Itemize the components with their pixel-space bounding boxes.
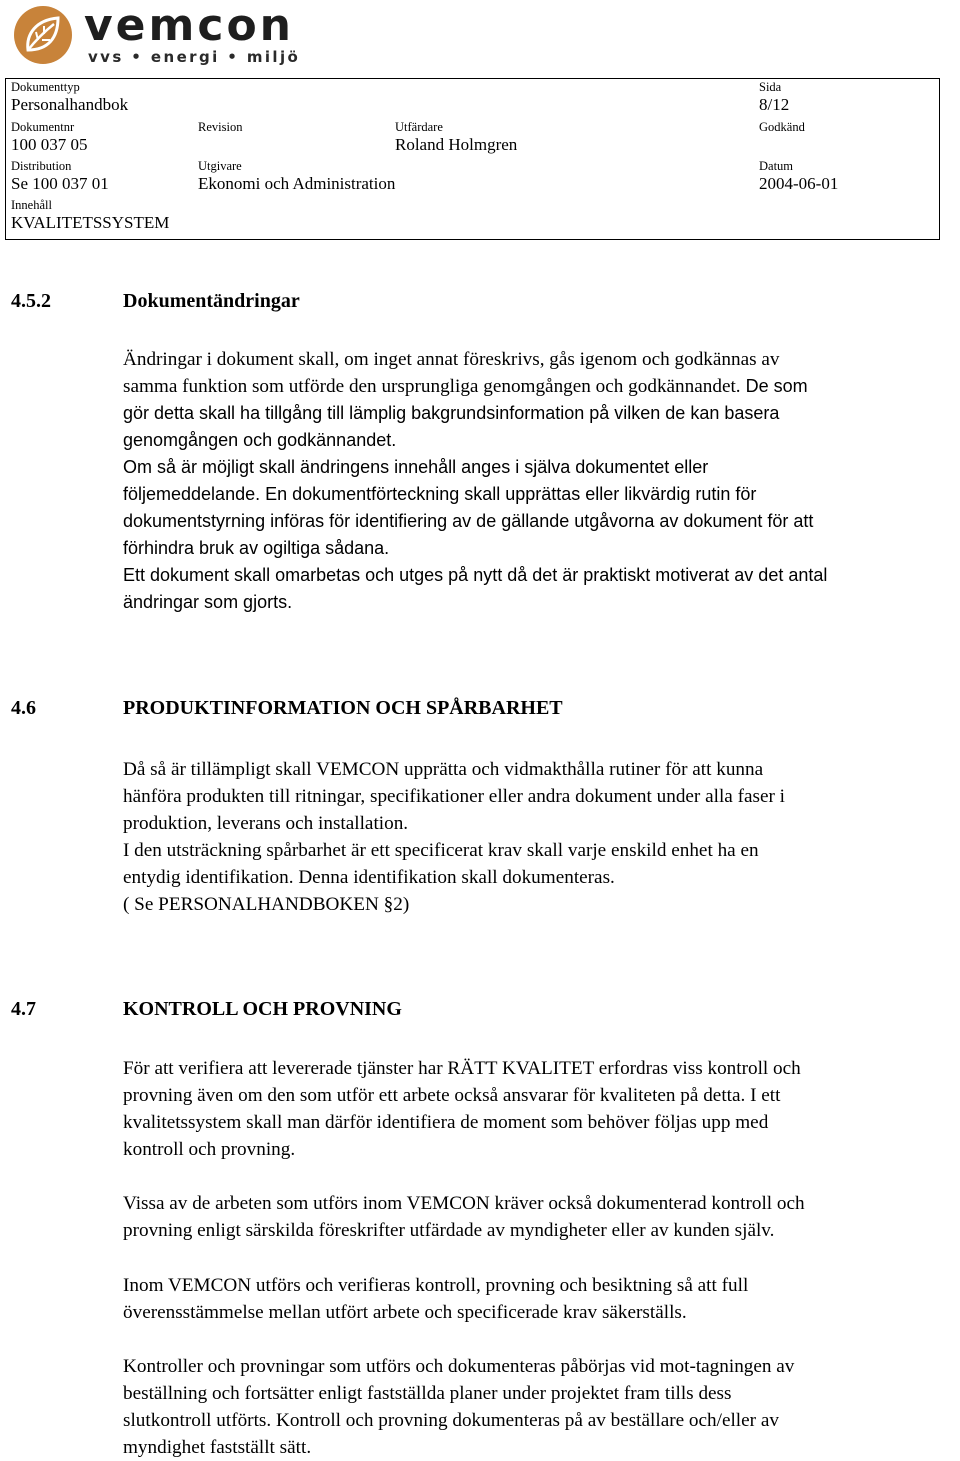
content-value: KVALITETSSYSTEM: [11, 213, 170, 232]
section-title: PRODUKTINFORMATION OCH SPÅRBARHET: [123, 697, 563, 719]
text-line: produktion, leverans och installation.: [123, 813, 409, 834]
text-line: I den utsträckning spårbarhet är ett specificerat krav skall varje enskild enhet ha en: [123, 840, 759, 861]
section-title: Dokumentändringar: [123, 290, 300, 312]
date-value: 2004-06-01: [759, 174, 839, 193]
text-line: gör detta skall ha tillgång till lämplig bakgrundsinformation på vilken de kan basera: [123, 403, 780, 423]
text-line: kontroll och provning.: [123, 1139, 296, 1160]
paragraph: [123, 1190, 958, 1244]
paragraph: [123, 1055, 958, 1163]
text-line: Kontroller och provningar som utförs och dokumenteras påbörjas vid mot-tagningen av: [123, 1356, 795, 1377]
text-line: förhindra bruk av ogiltiga sådana.: [123, 538, 390, 558]
doc-nr-cell: [11, 120, 88, 155]
section-number: 4.5.2: [11, 290, 51, 312]
text-line: Inom VEMCON utförs och verifieras kontroll, provning och besiktning så att full: [123, 1275, 749, 1296]
text-line: provning även om den som utför ett arbete också ansvarar för kvaliteten på detta. I ett: [123, 1085, 781, 1106]
text-line: kvalitetssystem skall man därför identifiera de moment som behöver följas upp med: [123, 1112, 769, 1133]
text-line: hänföra produkten till ritningar, specifikationer eller andra dokument under alla faser i: [123, 786, 786, 807]
distribution-cell: [11, 159, 109, 194]
doc-type-value: Personalhandbok: [11, 95, 129, 114]
text-line: dokumentstyrning införas för identifiering av de gällande utgåvorna av dokument för att: [123, 511, 814, 531]
revision-label: Revision: [198, 120, 243, 134]
document-header-table: [5, 78, 940, 240]
approved-label: Godkänd: [759, 120, 805, 134]
text-line: följemeddelande. En dokumentförteckning skall upprättas eller likvärdig rutin för: [123, 484, 757, 504]
doc-type-label: Dokumenttyp: [11, 80, 80, 94]
distribution-value: Se 100 037 01: [11, 174, 109, 193]
paragraph: [123, 756, 958, 918]
date-label: Datum: [759, 159, 794, 173]
text-line: ( Se PERSONALHANDBOKEN §2): [123, 894, 410, 915]
leaf-icon: [12, 4, 74, 66]
doc-type-cell: [11, 80, 128, 115]
text-line: myndighet fastställt sätt.: [123, 1437, 312, 1458]
paragraph: [123, 1272, 958, 1326]
text-line: Då så är tillämpligt skall VEMCON upprätta och vidmakthålla rutiner för att kunna: [123, 759, 764, 780]
revision-cell: [198, 120, 242, 135]
text-line: överensstämmelse mellan utfört arbete och specificerade krav säkerställs.: [123, 1302, 687, 1323]
text-line: För att verifiera att levererade tjänster har RÄTT KVALITET erfordras viss kontroll och: [123, 1058, 801, 1079]
distribution-label: Distribution: [11, 159, 72, 173]
text-line: entydig identifikation. Denna identifikation skall dokumenteras.: [123, 867, 615, 888]
section-number: 4.6: [11, 697, 36, 719]
text-line: samma funktion som utförde den ursprungliga genomgången och godkännandet. De som: [123, 376, 808, 397]
text-line: Vissa av de arbeten som utförs inom VEMCON kräver också dokumenterad kontroll och: [123, 1193, 805, 1214]
text-line: genomgången och godkännandet.: [123, 430, 397, 450]
issuer-label: Utfärdare: [395, 120, 443, 134]
text-line: slutkontroll utförts. Kontroll och provning dokumenteras på av beställare och/eller av: [123, 1410, 779, 1431]
paragraph: [123, 1353, 958, 1461]
company-logo: [12, 0, 312, 70]
doc-nr-label: Dokumentnr: [11, 120, 75, 134]
section-number: 4.7: [11, 998, 36, 1020]
text-line: provning enligt särskilda föreskrifter utfärdade av myndigheter eller av kunden själv.: [123, 1220, 775, 1241]
approved-cell: [759, 120, 805, 135]
paragraph: [123, 346, 958, 616]
publisher-label: Utgivare: [198, 159, 242, 173]
page-cell: [759, 80, 789, 115]
publisher-cell: [198, 159, 395, 194]
logo-tagline: vvs • energi • miljö: [88, 48, 301, 66]
issuer-cell: [395, 120, 517, 155]
text-line: Om så är möjligt skall ändringens innehåll anges i själva dokumentet eller: [123, 457, 709, 477]
publisher-value: Ekonomi och Administration: [198, 174, 396, 193]
logo-wordmark: vemcon: [84, 0, 295, 51]
date-cell: [759, 159, 838, 194]
section-title: KONTROLL OCH PROVNING: [123, 998, 402, 1020]
text-line: ändringar som gjorts.: [123, 592, 293, 612]
text-line: Ändringar i dokument skall, om inget annat föreskrivs, gås igenom och godkännas av: [123, 349, 780, 370]
issuer-value: Roland Holmgren: [395, 135, 518, 154]
content-label: Innehåll: [11, 198, 52, 212]
text-line: Ett dokument skall omarbetas och utges på nytt då det är praktiskt motiverat av det antal: [123, 565, 828, 585]
page-value: 8/12: [759, 95, 790, 114]
text-line: beställning och fortsätter enligt fastställda planer under projektet fram tills dess: [123, 1383, 732, 1404]
doc-nr-value: 100 037 05: [11, 135, 88, 154]
page-label: Sida: [759, 80, 782, 94]
content-cell: [11, 198, 169, 233]
